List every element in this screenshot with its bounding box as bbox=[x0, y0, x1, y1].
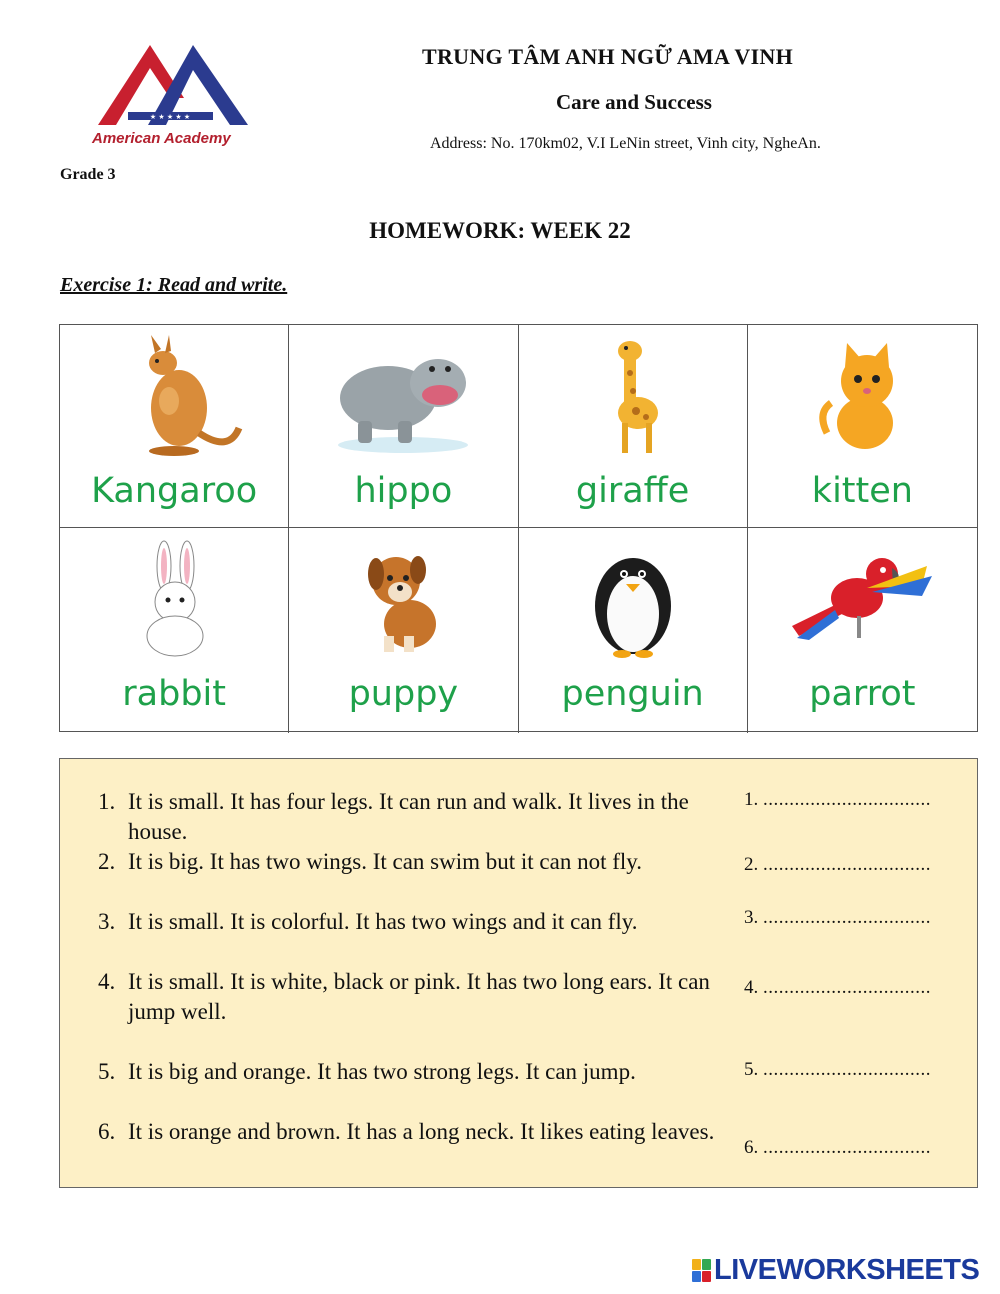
question-number: 5. bbox=[98, 1059, 116, 1084]
animal-word: hippo bbox=[354, 471, 453, 511]
answer-label: 1. bbox=[744, 789, 759, 810]
answer-label: 2. bbox=[744, 854, 759, 875]
question-number: 1. bbox=[98, 789, 116, 814]
answer-label: 4. bbox=[744, 977, 759, 998]
question-number: 4. bbox=[98, 969, 116, 994]
question-text: It is big. It has two wings. It can swim but it can not fly. bbox=[128, 849, 643, 874]
animal-cell bbox=[519, 528, 748, 733]
answer-field[interactable] bbox=[744, 854, 964, 876]
animal-word: penguin bbox=[561, 674, 704, 714]
giraffe-icon bbox=[558, 333, 708, 458]
answer-label: 5. bbox=[744, 1059, 759, 1080]
question-text: It is small. It has four legs. It can run and walk. It lives in the house. bbox=[128, 789, 689, 844]
animal-word: kitten bbox=[811, 471, 913, 511]
svg-text:★ ★ ★ ★ ★: ★ ★ ★ ★ ★ bbox=[149, 113, 191, 121]
animal-cell bbox=[60, 528, 289, 733]
answer-field[interactable] bbox=[744, 789, 964, 811]
animal-word-grid bbox=[59, 324, 978, 732]
answer-field[interactable] bbox=[744, 977, 964, 999]
hippo-icon bbox=[328, 333, 478, 458]
animal-word: puppy bbox=[348, 674, 459, 714]
liveworksheets-text: LIVEWORKSHEETS bbox=[714, 1254, 980, 1286]
liveworksheets-icon bbox=[692, 1259, 712, 1283]
riddle-box bbox=[59, 758, 978, 1188]
question-text: It is big and orange. It has two strong legs. It can jump. bbox=[128, 1059, 636, 1084]
parrot-icon bbox=[787, 536, 937, 661]
kangaroo-icon bbox=[99, 333, 249, 458]
answer-blank[interactable]: ................................ bbox=[763, 907, 931, 928]
org-title: TRUNG TÂM ANH NGỮ AMA VINH bbox=[422, 44, 794, 69]
question-text: It is small. It is white, black or pink. It has two long ears. It can jump well. bbox=[128, 969, 710, 1024]
puppy-icon bbox=[328, 536, 478, 661]
kitten-icon bbox=[787, 333, 937, 458]
rabbit-icon bbox=[99, 536, 249, 661]
animal-word: giraffe bbox=[575, 471, 690, 511]
question-item bbox=[98, 1117, 728, 1147]
answer-blank[interactable]: ................................ bbox=[763, 1059, 931, 1080]
animal-cell bbox=[289, 528, 518, 733]
org-motto: Care and Success bbox=[556, 90, 712, 114]
question-number: 6. bbox=[98, 1119, 116, 1144]
penguin-icon bbox=[558, 536, 708, 661]
org-address: Address: No. 170km02, V.I LeNin street, Vinh city, NgheAn. bbox=[430, 135, 821, 152]
answer-label: 3. bbox=[744, 907, 759, 928]
animal-cell bbox=[519, 325, 748, 528]
answer-blank[interactable]: ................................ bbox=[763, 854, 931, 875]
liveworksheets-brand[interactable] bbox=[692, 1254, 979, 1287]
animal-word: Kangaroo bbox=[91, 471, 258, 511]
question-text: It is orange and brown. It has a long neck. It likes eating leaves. bbox=[128, 1119, 715, 1144]
logo-text: American Academy bbox=[92, 130, 231, 147]
animal-word: rabbit bbox=[122, 674, 226, 714]
homework-title: HOMEWORK: WEEK 22 bbox=[369, 218, 631, 243]
exercise-title: Exercise 1: Read and write. bbox=[60, 274, 288, 296]
animal-word: parrot bbox=[809, 674, 916, 714]
question-item bbox=[98, 1057, 728, 1087]
question-number: 2. bbox=[98, 849, 116, 874]
animal-cell bbox=[60, 325, 289, 528]
answer-blank[interactable]: ................................ bbox=[763, 789, 931, 810]
answer-field[interactable] bbox=[744, 1137, 964, 1159]
answer-field[interactable] bbox=[744, 907, 964, 929]
question-number: 3. bbox=[98, 909, 116, 934]
answer-blank[interactable]: ................................ bbox=[763, 977, 931, 998]
question-item bbox=[98, 787, 728, 847]
question-text: It is small. It is colorful. It has two wings and it can fly. bbox=[128, 909, 638, 934]
question-item bbox=[98, 847, 728, 877]
answer-field[interactable] bbox=[744, 1059, 964, 1081]
question-item bbox=[98, 907, 728, 937]
animal-cell bbox=[748, 528, 977, 733]
animal-cell bbox=[748, 325, 977, 528]
animal-cell bbox=[289, 325, 518, 528]
answer-blank[interactable]: ................................ bbox=[763, 1137, 931, 1158]
answer-label: 6. bbox=[744, 1137, 759, 1158]
grade-label: Grade 3 bbox=[60, 166, 116, 183]
question-item bbox=[98, 967, 728, 1027]
